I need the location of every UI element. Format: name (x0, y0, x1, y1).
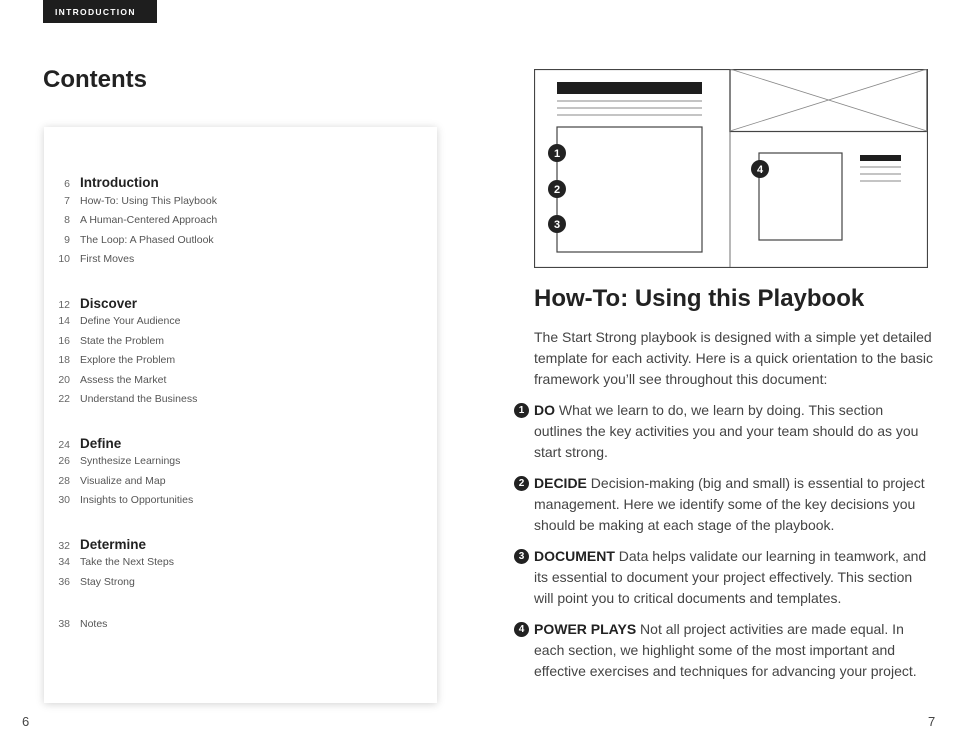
toc-section-heading[interactable] (44, 296, 437, 316)
toc-list (44, 175, 437, 661)
toc-section-heading[interactable] (44, 175, 437, 195)
badge-1-icon: 1 (514, 403, 529, 418)
toc-page-number: 12 (58, 298, 70, 311)
toc-label: Explore the Problem (80, 354, 176, 366)
toc-item[interactable] (44, 253, 437, 273)
toc-item[interactable] (44, 374, 437, 394)
toc-label: State the Problem (80, 334, 165, 347)
toc-page-number: 38 (58, 618, 70, 630)
toc-page-number: 24 (58, 438, 70, 451)
toc-label: Notes (80, 618, 108, 630)
toc-card (44, 127, 437, 703)
toc-item[interactable] (44, 393, 437, 413)
toc-page-number: 14 (58, 315, 70, 327)
marker-4: 4 (756, 164, 764, 176)
toc-item[interactable] (44, 354, 437, 374)
toc-label: Stay Strong (80, 575, 135, 588)
toc-label: Discover (80, 295, 138, 311)
toc-label: Synthesize Learnings (80, 455, 181, 467)
toc-page-number: 28 (58, 474, 70, 487)
power-play-box (756, 153, 842, 240)
toc-label: First Moves (80, 253, 135, 265)
toc-item[interactable] (44, 214, 437, 234)
toc-page-number: 36 (58, 575, 70, 588)
marker-3: 3 (553, 219, 561, 231)
toc-label: How-To: Using This Playbook (80, 194, 217, 207)
framework-list (514, 400, 934, 692)
toc-label: Define Your Audience (80, 315, 181, 327)
toc-label: Visualize and Map (80, 474, 166, 487)
badge-4-icon: 4 (514, 622, 529, 637)
toc-page-number: 18 (58, 354, 70, 366)
toc-item[interactable] (44, 195, 437, 215)
layout-diagram (534, 69, 928, 268)
toc-page-number: 30 (58, 494, 70, 506)
toc-page-number: 9 (64, 233, 70, 246)
toc-section (44, 537, 437, 596)
toc-item[interactable] (44, 475, 437, 495)
badge-3-icon: 3 (514, 549, 529, 564)
toc-section (44, 618, 437, 638)
toc-label: The Loop: A Phased Outlook (80, 233, 214, 246)
toc-section (44, 175, 437, 273)
toc-item[interactable] (44, 576, 437, 596)
toc-page-number: 20 (58, 373, 70, 386)
marker-1: 1 (553, 148, 561, 160)
toc-page-number: 22 (58, 393, 70, 405)
toc-item[interactable] (44, 335, 437, 355)
toc-label: Insights to Opportunities (80, 494, 194, 506)
framework-item-document: 3 DOCUMENT Data helps validate our learning in teamwork, and its essential to document your project effectively. This section will point you to critical documents and templates. (514, 546, 934, 609)
toc-page-number: 7 (64, 194, 70, 207)
framework-item-do: 1 DO What we learn to do, we learn by doing. This section outlines the key activities you and your team should do as you start strong. (514, 400, 934, 463)
toc-label: Introduction (80, 175, 159, 190)
toc-label: Determine (80, 536, 147, 552)
toc-item[interactable] (44, 494, 437, 514)
toc-section-heading[interactable] (44, 618, 437, 638)
page-number-right: 7 (928, 714, 936, 729)
page-number-left: 6 (22, 714, 30, 729)
toc-page-number: 16 (58, 334, 70, 347)
toc-label: Assess the Market (80, 373, 167, 386)
marker-2: 2 (553, 184, 561, 196)
diagram-frame (535, 70, 928, 268)
toc-label: Understand the Business (80, 393, 198, 405)
toc-page-number: 10 (58, 253, 70, 265)
toc-page-number: 8 (64, 214, 70, 226)
toc-page-number: 34 (58, 556, 70, 568)
toc-section (44, 296, 437, 413)
toc-label: A Human-Centered Approach (80, 214, 218, 226)
toc-label: Define (80, 435, 122, 451)
contents-title: Contents (43, 66, 147, 93)
intro-paragraph: The Start Strong playbook is designed with a simple yet detailed template for each activity. Here is a quick orientation to the basic framework you’ll see throughout this document: (534, 329, 933, 387)
framework-item-decide: 2 DECIDE Decision-making (big and small) is essential to project management. Here we identify some of the key decisions you should be making at each stage of the playbook. (514, 473, 934, 536)
toc-section-heading[interactable] (44, 436, 437, 456)
toc-label: Take the Next Steps (80, 556, 174, 568)
toc-section (44, 436, 437, 514)
section-tab: INTRODUCTION (43, 0, 157, 23)
toc-page-number: 26 (58, 455, 70, 467)
toc-item[interactable] (44, 234, 437, 254)
toc-item[interactable] (44, 455, 437, 475)
toc-page-number: 6 (64, 178, 70, 190)
badge-2-icon: 2 (514, 476, 529, 491)
framework-item-power-plays: 4 POWER PLAYS Not all project activities are made equal. In each section, we highlight some of the most important and effective exercises and techniques for advancing your project. (514, 619, 934, 682)
toc-section-heading[interactable] (44, 537, 437, 557)
section-heading: How-To: Using this Playbook (534, 285, 865, 312)
toc-page-number: 32 (58, 539, 70, 552)
toc-item[interactable] (44, 556, 437, 576)
image-placeholder (730, 70, 927, 132)
toc-item[interactable] (44, 315, 437, 335)
content-box (557, 127, 702, 252)
